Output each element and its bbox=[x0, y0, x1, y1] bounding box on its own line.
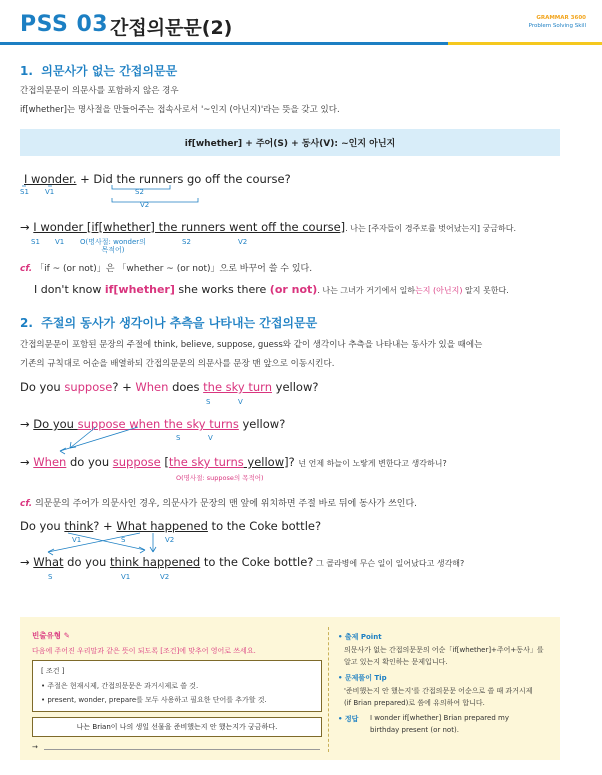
example-q1: Do you suppose? + When does the sky turn yellow? bbox=[20, 380, 319, 394]
pencil-icon: ✎ bbox=[63, 631, 70, 640]
label-s: S bbox=[48, 573, 53, 581]
answer-line-2: birthday present (or not). bbox=[370, 726, 459, 734]
answer-title: • 정답 bbox=[338, 715, 359, 723]
label-v: V bbox=[208, 434, 213, 442]
tip-line-2: (if Brian prepared)로 씀에 유의하여 합니다. bbox=[344, 699, 485, 707]
condition-2: • present, wonder, prepare를 모두 사용하고 필요한 단어를 추가할 것. bbox=[41, 696, 267, 704]
condition-1: • 주절은 현재시제, 간접의문문은 과거시제로 쓸 것. bbox=[41, 682, 199, 690]
label-v2: V2 bbox=[238, 238, 248, 246]
condition-box bbox=[32, 660, 322, 712]
s1-line-2: if[whether]는 명사절을 만들어주는 접속사로서 '~인지 (아닌지)'라는 뜻을 갖고 있다. bbox=[20, 105, 340, 115]
brand-line-1: GRAMMAR 3600 bbox=[536, 15, 586, 21]
cf-note-2: cf. 의문문의 주어가 의문사인 경우, 의문사가 문장의 맨 앞에 위치하면 주절 바로 뒤에 동사가 쓰인다. bbox=[20, 499, 418, 509]
label-v: V bbox=[238, 398, 243, 406]
point-line-2: 알고 있는지 확인하는 문제입니다. bbox=[344, 658, 448, 666]
example-2: → I wonder [if[whether] the runners went off the course]. 나는 [주자들이 경주로를 벗어났는지] 궁금하다. bbox=[20, 220, 517, 234]
label-v1: V1 bbox=[55, 238, 65, 246]
s1-line-1: 간접의문문이 의문사를 포함하지 않은 경우 bbox=[20, 86, 179, 96]
label-s2: S2 bbox=[135, 188, 144, 196]
point-title: • 출제 Point bbox=[338, 633, 382, 641]
exercise-instruction: 다음에 주어진 우리말과 같은 뜻이 되도록 [조건]에 맞추어 영어로 쓰세요. bbox=[32, 647, 256, 655]
condition-title: [ 조건 ] bbox=[41, 667, 65, 675]
label-s1: S1 bbox=[31, 238, 40, 246]
cf-note-1: cf. 「if ~ (or not)」은 「whether ~ (or not)」으로 바꾸어 쓸 수 있다. bbox=[20, 264, 313, 274]
exercise-type-label: 빈출유형 ✎ bbox=[32, 631, 70, 640]
answer-line-1: I wonder if[whether] Brian prepared my bbox=[370, 714, 509, 722]
s2-line-1: 간접의문문이 포함된 문장의 주절에 think, believe, suppose, guess와 같이 생각이나 추측을 나타내는 동사가 있을 때에는 bbox=[20, 340, 483, 350]
section-1-heading: 1. 의문사가 없는 간접의문문 bbox=[20, 64, 178, 78]
label-v1: V1 bbox=[72, 536, 82, 544]
example-q3: → When do you suppose [the sky turns yellow]? 넌 언제 하늘이 노랗게 변한다고 생각하니? bbox=[20, 455, 447, 469]
label-s1: S1 bbox=[20, 188, 29, 196]
label-v1: V1 bbox=[121, 573, 131, 581]
label-s2: S2 bbox=[182, 238, 191, 246]
s2-line-2: 기존의 규칙대로 어순을 배열하되 간접의문문의 의문사를 문장 맨 앞으로 이동시킨다. bbox=[20, 359, 335, 369]
section-code: PSS 03 bbox=[20, 12, 109, 37]
example-q5: → What do you think happened to the Coke bottle? 그 콜라병에 무슨 일이 일어났다고 생각해? bbox=[20, 555, 465, 569]
example-1: I wonder. + Did the runners go off the course? bbox=[24, 172, 291, 186]
example-3: I don't know if[whether] she works there (or not). 나는 그녀가 거기에서 일하는지 (아닌지) 알지 못한다. bbox=[34, 283, 509, 296]
label-s: S bbox=[176, 434, 181, 442]
brand-line-2: Problem Solving Skill bbox=[528, 23, 586, 29]
label-v2: V2 bbox=[160, 573, 170, 581]
formula-box: if[whether] + 주어(S) + 동사(V): ~인지 아닌지 bbox=[20, 129, 560, 156]
label-object: O(명사절: suppose의 목적어) bbox=[176, 474, 264, 482]
example-q4: Do you think? + What happened to the Coke bottle? bbox=[20, 519, 322, 533]
page-title: 간접의문문(2) bbox=[110, 17, 233, 39]
section-2-heading: 2. 주절의 동사가 생각이나 추측을 나타내는 간접의문문 bbox=[20, 316, 318, 330]
answer-line[interactable] bbox=[44, 749, 320, 750]
example-q2: → Do you suppose when the sky turns yellow? bbox=[20, 417, 286, 431]
answer-arrow: → bbox=[32, 743, 38, 751]
label-v2: V2 bbox=[165, 536, 175, 544]
label-s: S bbox=[121, 536, 126, 544]
label-v1: V1 bbox=[45, 188, 55, 196]
tip-title: • 문제풀이 Tip bbox=[338, 674, 387, 682]
label-object: O(명사절: wonder의 목적어) bbox=[80, 238, 146, 254]
panel-divider bbox=[328, 627, 329, 752]
label-s: S bbox=[206, 398, 211, 406]
korean-prompt: 나는 Brian이 나의 생일 선물을 준비했는지 안 했는지가 궁금하다. bbox=[32, 717, 322, 737]
point-line-1: 의문사가 없는 간접의문문의 어순「if[whether]+주어+동사」를 bbox=[344, 646, 544, 654]
label-v2: V2 bbox=[140, 201, 150, 209]
tip-line-1: '준비했는지 안 했는지'를 간접의문문 어순으로 쓸 때 과거시제 bbox=[344, 687, 533, 695]
